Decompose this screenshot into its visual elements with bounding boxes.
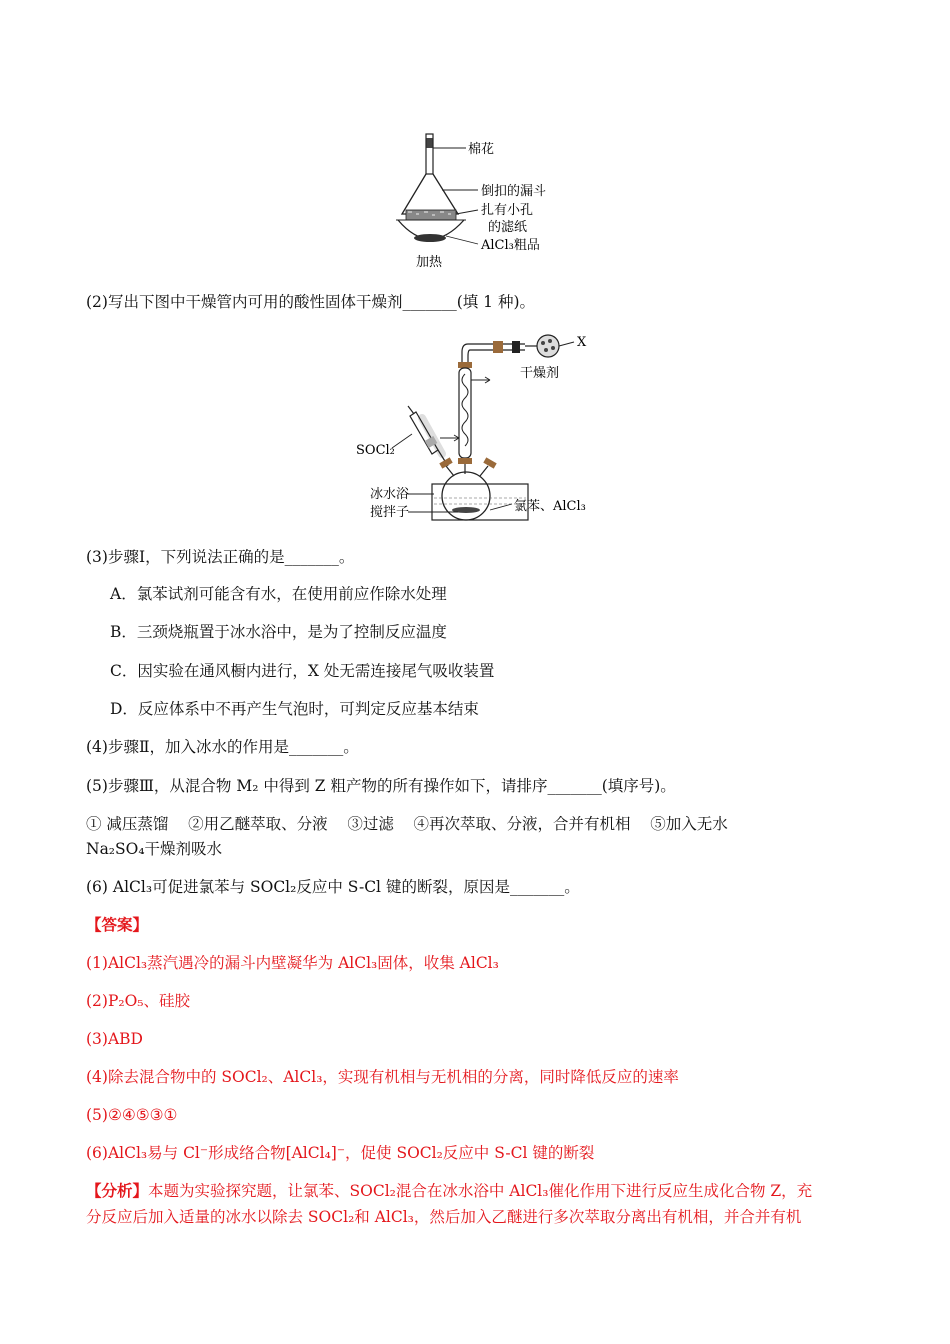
label-heat: 加热: [416, 255, 443, 270]
label-x: X: [577, 335, 587, 350]
option-d: D．反应体系中不再产生气泡时，可判定反应基本结束: [110, 700, 479, 718]
label-stirrer: 搅拌子: [370, 505, 410, 520]
answer-4: (4)除去混合物中的 SOCl₂、AlCl₃，实现有机相与无机相的分离，同时降低反应的速率: [86, 1068, 679, 1086]
sublimation-apparatus-figure: [380, 128, 580, 273]
question-5-steps-1: ① 减压蒸馏 ②用乙醚萃取、分液 ③过滤 ④再次萃取、分液，合并有机相 ⑤加入无水: [86, 815, 728, 833]
question-4: (4)步骤Ⅱ，加入冰水的作用是_______。: [86, 738, 359, 756]
option-c: C．因实验在通风橱内进行，X 处无需连接尾气吸收装置: [110, 662, 495, 680]
reaction-apparatus-figure: [350, 326, 610, 526]
label-reactants: 氯苯、AlCl₃: [514, 499, 586, 514]
question-2: (2)写出下图中干燥管内可用的酸性固体干燥剂_______(填 1 种)。: [86, 293, 536, 311]
label-filter-1: 扎有小孔: [481, 203, 534, 218]
label-socl2: SOCl₂: [356, 443, 395, 458]
label-desiccant: 干燥剂: [520, 366, 560, 381]
answer-5: (5)②④⑤③①: [86, 1106, 178, 1124]
label-cotton: 棉花: [468, 142, 495, 157]
label-icebath: 冰水浴: [370, 487, 410, 502]
question-5-steps-2: Na₂SO₄干燥剂吸水: [86, 840, 223, 858]
answer-6: (6)AlCl₃易与 Cl⁻形成络合物[AlCl₄]⁻，促使 SOCl₂反应中 S-Cl 键的断裂: [86, 1144, 595, 1162]
answer-2: (2)P₂O₅、硅胶: [86, 992, 191, 1010]
answer-heading: 【答案】: [86, 915, 149, 934]
label-funnel: 倒扣的漏斗: [481, 184, 547, 199]
answer-3: (3)ABD: [86, 1030, 143, 1048]
label-crude: AlCl₃粗品: [481, 238, 540, 253]
analysis-text-1: 本题为实验探究题，让氯苯、SOCl₂混合在冰水浴中 AlCl₃催化作用下进行反应生成化合物 Z，充: [148, 1182, 813, 1200]
label-filter-2: 的滤纸: [488, 220, 528, 235]
analysis-line-2: 分反应后加入适量的冰水以除去 SOCl₂和 AlCl₃，然后加入乙醚进行多次萃取分离出有机相，并合并有机: [86, 1208, 802, 1226]
option-a: A．氯苯试剂可能含有水，在使用前应作除水处理: [110, 585, 447, 603]
question-3: (3)步骤Ⅰ，下列说法正确的是_______。: [86, 548, 355, 566]
answer-1: (1)AlCl₃蒸汽遇冷的漏斗内壁凝华为 AlCl₃固体，收集 AlCl₃: [86, 954, 499, 972]
analysis-heading: 【分析】: [86, 1181, 149, 1200]
analysis-line-1: [86, 1180, 812, 1202]
question-5: (5)步骤Ⅲ，从混合物 M₂ 中得到 Z 粗产物的所有操作如下，请排序_______(填序号)。: [86, 777, 676, 795]
question-6: (6) AlCl₃可促进氯苯与 SOCl₂反应中 S-Cl 键的断裂，原因是_______。: [86, 878, 580, 896]
option-b: B．三颈烧瓶置于冰水浴中，是为了控制反应温度: [110, 623, 447, 641]
